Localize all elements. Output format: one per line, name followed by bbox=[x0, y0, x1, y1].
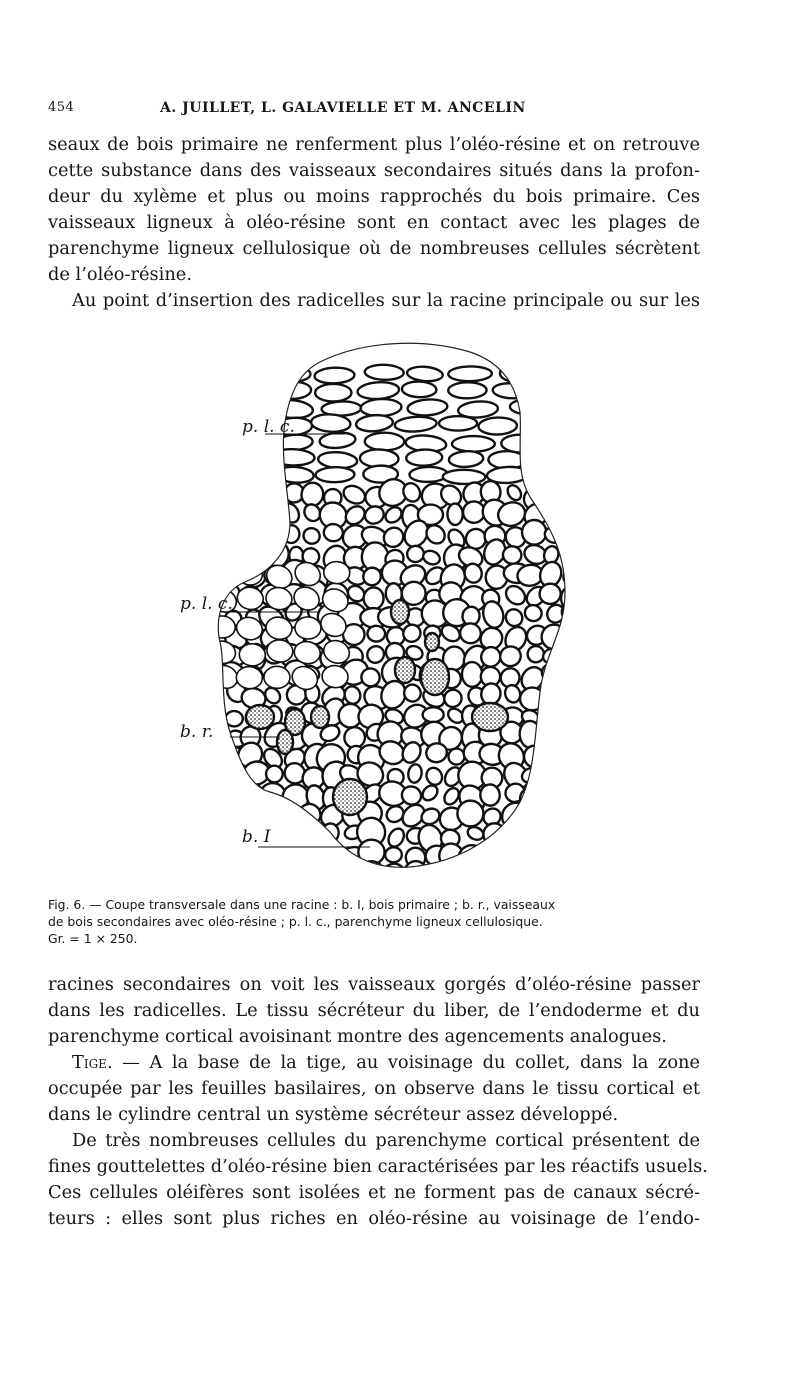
resin-vessel-cell bbox=[391, 600, 409, 624]
tissue-cell bbox=[341, 861, 365, 882]
tissue-cell bbox=[541, 801, 570, 830]
label-bi: b. I bbox=[242, 827, 271, 847]
tissue-cell bbox=[394, 416, 437, 433]
tissue-cell bbox=[478, 417, 517, 435]
tissue-cell bbox=[204, 825, 229, 849]
tissue-cell bbox=[538, 759, 563, 786]
tissue-cell bbox=[452, 436, 495, 452]
tissue-cell bbox=[554, 736, 589, 770]
tissue-cell bbox=[515, 857, 553, 882]
tige-line-rest: — A la base de la tige, au voisinage du collet, dans la zone bbox=[112, 1052, 700, 1073]
tissue-cell bbox=[523, 806, 545, 831]
tissue-cell bbox=[275, 381, 311, 399]
tissue-cell bbox=[407, 398, 448, 417]
tissue-cell bbox=[377, 859, 410, 882]
text-line: Ces cellules oléifères sont isolées et ne forment pas de canaux sécré- bbox=[48, 1182, 700, 1203]
tissue-cell bbox=[385, 826, 406, 849]
tissue-cell bbox=[364, 643, 387, 667]
tissue-cell bbox=[510, 399, 545, 415]
tissue-cell bbox=[365, 364, 404, 380]
tissue-cell bbox=[542, 859, 568, 882]
tissue-cell bbox=[407, 763, 423, 783]
tissue-cell bbox=[448, 366, 492, 381]
tissue-cell bbox=[355, 414, 393, 433]
tissue-cell bbox=[564, 478, 590, 506]
tissue-cell bbox=[203, 563, 228, 583]
tissue-cell bbox=[536, 720, 569, 753]
tissue-cell bbox=[201, 545, 223, 565]
tissue-cell bbox=[407, 366, 444, 383]
tissue-cell bbox=[297, 841, 326, 870]
tissue-cell bbox=[532, 839, 569, 876]
tissue-cell bbox=[542, 819, 572, 850]
tissue-cell bbox=[315, 384, 351, 402]
text-line: cette substance dans des vaisseaux secondaires situés dans la profon- bbox=[48, 160, 700, 181]
tissue-cell bbox=[559, 522, 584, 545]
tissue-cell bbox=[447, 503, 462, 525]
tissue-cell bbox=[242, 479, 271, 509]
resin-vessel-cell bbox=[395, 657, 415, 683]
tissue-cell bbox=[199, 665, 221, 682]
tissue-cell bbox=[241, 542, 264, 569]
tissue-cell bbox=[496, 866, 524, 882]
tissue-cell bbox=[443, 470, 486, 484]
tissue-cell bbox=[557, 821, 590, 854]
label-plc-mid: p. l. c. bbox=[180, 594, 233, 614]
tissue-cell bbox=[259, 844, 287, 872]
tissue-cell bbox=[483, 867, 507, 882]
tissue-cell bbox=[314, 367, 354, 384]
tissue-cell bbox=[277, 817, 315, 855]
tissue-cell bbox=[459, 863, 485, 882]
label-br: b. r. bbox=[180, 722, 214, 742]
tissue-cell bbox=[258, 856, 293, 882]
tissue-cell bbox=[563, 801, 588, 828]
resin-vessel-cell bbox=[311, 706, 329, 728]
tissue-cell bbox=[559, 723, 588, 754]
text-line: fines gouttelettes d’oléo-résine bien caractérisées par les réactifs usuels. bbox=[48, 1156, 708, 1177]
tissue-cell bbox=[523, 603, 544, 623]
text-line: dans les radicelles. Le tissu sécréteur du liber, de l’endoderme et du bbox=[48, 1000, 700, 1021]
resin-vessel-cell bbox=[277, 730, 293, 754]
figure-root-cross-section bbox=[170, 322, 590, 882]
tissue-cell bbox=[316, 467, 355, 483]
tissue-cell bbox=[544, 682, 566, 705]
tissue-cell bbox=[223, 785, 241, 803]
tissue-cell bbox=[539, 583, 561, 605]
tissue-cell bbox=[205, 506, 224, 522]
tissue-cell bbox=[199, 842, 223, 864]
resin-vessel-cell bbox=[425, 633, 439, 651]
tissue-cell bbox=[218, 480, 244, 506]
tissue-cell bbox=[561, 765, 581, 786]
text-line: seaux de bois primaire ne renferment plus l’oléo-résine et on retrouve bbox=[48, 134, 700, 155]
tissue-cell bbox=[275, 367, 310, 382]
tissue-cell bbox=[197, 475, 235, 514]
tissue-cell bbox=[225, 563, 246, 583]
tissue-cell bbox=[264, 484, 289, 509]
tissue-cell bbox=[522, 818, 546, 847]
tissue-cell bbox=[565, 704, 588, 726]
tissue-cell bbox=[276, 466, 314, 484]
tissue-cell bbox=[204, 807, 225, 823]
tissue-cell bbox=[242, 782, 265, 809]
running-header bbox=[48, 96, 748, 120]
tissue-cell bbox=[557, 502, 585, 528]
tissue-cell bbox=[505, 483, 524, 503]
tissue-cell bbox=[456, 799, 485, 827]
resin-vessel-cell bbox=[421, 659, 449, 695]
caption-line: Fig. 6. — Coupe transversale dans une racine : b. I, bois primaire ; b. r., vaisseaux bbox=[48, 897, 556, 912]
tissue-cell bbox=[420, 866, 448, 882]
tissue-cell bbox=[501, 801, 532, 832]
tissue-cell bbox=[323, 862, 349, 882]
tissue-cell bbox=[502, 545, 523, 565]
tissue-cell bbox=[503, 606, 526, 629]
cell-tissue-drawing bbox=[170, 322, 590, 882]
tige-heading: Tige. bbox=[72, 1052, 113, 1073]
tissue-cell bbox=[517, 842, 543, 865]
tissue-cell bbox=[271, 449, 315, 466]
tissue-cell bbox=[264, 666, 290, 688]
tissue-cell bbox=[561, 642, 584, 664]
tissue-cell bbox=[280, 865, 305, 882]
text-line: vaisseaux ligneux à oléo-résine sont en contact avec les plages de bbox=[48, 212, 700, 233]
tissue-cell bbox=[207, 560, 236, 586]
tissue-cell bbox=[357, 381, 400, 400]
tissue-cell bbox=[522, 520, 547, 545]
tissue-cell bbox=[200, 690, 220, 708]
tissue-cell bbox=[342, 684, 362, 706]
caption-line: de bois secondaires avec oléo-résine ; p. l. c., parenchyme ligneux cellulosique. bbox=[48, 914, 543, 929]
text-line: Au point d’insertion des radicelles sur la racine principale ou sur les bbox=[72, 290, 700, 311]
tissue-cell bbox=[219, 505, 243, 529]
tissue-cell bbox=[283, 525, 300, 544]
label-plc-top: p. l. c. bbox=[242, 417, 295, 437]
text-line: teurs : elles sont plus riches en oléo-résine au voisinage de l’endo- bbox=[48, 1208, 700, 1229]
tissue-cell bbox=[544, 487, 567, 510]
tissue-cell bbox=[267, 530, 284, 546]
tissue-cell bbox=[402, 381, 437, 398]
running-head: A. JUILLET, L. GALAVIELLE ET M. ANCELIN bbox=[160, 100, 526, 116]
page-number: 454 bbox=[48, 100, 75, 115]
tissue-cell bbox=[542, 746, 563, 767]
resin-vessel-cell bbox=[472, 703, 508, 731]
tissue-cell bbox=[409, 467, 447, 483]
tissue-cell bbox=[462, 662, 483, 687]
text-line: De très nombreuses cellules du parenchyme cortical présentent de bbox=[72, 1130, 700, 1151]
tissue-cell bbox=[520, 687, 545, 711]
tissue-cell bbox=[218, 762, 242, 786]
tissue-cell bbox=[565, 686, 581, 705]
resin-vessel-cell bbox=[246, 705, 274, 729]
tissue-cell bbox=[280, 842, 305, 868]
tissue-cell bbox=[557, 838, 589, 870]
tissue-cell bbox=[365, 433, 404, 451]
tissue-cell bbox=[423, 707, 444, 722]
tissue-cell bbox=[323, 523, 344, 542]
tissue-cell bbox=[258, 804, 282, 828]
tissue-cell bbox=[239, 503, 262, 526]
text-line: deur du xylème et plus ou moins rapprochés du bois primaire. Ces bbox=[48, 186, 700, 207]
tissue-cell bbox=[303, 865, 321, 882]
tissue-cell bbox=[307, 824, 325, 846]
tissue-cell bbox=[541, 624, 567, 650]
tissue-cell bbox=[566, 787, 588, 808]
tissue-cell bbox=[448, 450, 483, 467]
tissue-cell bbox=[500, 364, 536, 382]
tissue-cell bbox=[480, 839, 508, 866]
tissue-cell bbox=[540, 783, 566, 804]
tissue-cell bbox=[479, 784, 501, 807]
tissue-cell bbox=[196, 517, 227, 547]
text-line: racines secondaires on voit les vaisseaux gorgés d’oléo-résine passer bbox=[48, 974, 700, 995]
tissue-cell bbox=[496, 839, 527, 872]
tissue-cell bbox=[446, 864, 467, 882]
tissue-cell bbox=[448, 748, 465, 765]
text-line-tige bbox=[48, 1050, 700, 1076]
tissue-cell bbox=[238, 525, 267, 551]
text-line: dans le cylindre central un système sécréteur assez développé. bbox=[48, 1104, 619, 1125]
text-line: de l’oléo-résine. bbox=[48, 264, 192, 285]
tissue-cell bbox=[406, 449, 443, 466]
tissue-cell bbox=[448, 382, 487, 398]
tissue-cell bbox=[217, 540, 246, 565]
tissue-cell bbox=[260, 501, 288, 530]
resin-vessel-cell bbox=[333, 779, 367, 815]
tissue-cell bbox=[557, 862, 582, 882]
tissue-cell bbox=[424, 765, 445, 787]
tissue-cell bbox=[558, 623, 583, 643]
tissue-cell bbox=[240, 869, 261, 882]
caption-line: Gr. = 1 × 250. bbox=[48, 931, 138, 946]
text-line: parenchyme ligneux cellulosique où de nombreuses cellules sécrètent bbox=[48, 238, 700, 259]
tissue-cell bbox=[541, 663, 563, 682]
tissue-cell bbox=[295, 617, 322, 640]
tissue-cell bbox=[563, 549, 581, 568]
tissue-cell bbox=[301, 526, 322, 546]
tissue-cell bbox=[197, 861, 225, 882]
tissue-cell bbox=[360, 398, 402, 417]
tissue-cell bbox=[367, 626, 385, 642]
tissue-cell bbox=[197, 780, 224, 805]
tissue-cell bbox=[341, 482, 368, 506]
tissue-cell bbox=[385, 847, 402, 862]
tissue-cell bbox=[439, 416, 477, 431]
tissue-cell bbox=[222, 807, 241, 827]
tissue-cell bbox=[561, 666, 584, 689]
tissue-cell bbox=[217, 858, 252, 882]
tissue-cell bbox=[220, 527, 244, 551]
tissue-cell bbox=[482, 822, 506, 847]
tissue-cell bbox=[519, 720, 542, 748]
tissue-cell bbox=[208, 766, 224, 786]
text-line: parenchyme cortical avoisinant montre des agencements analogues. bbox=[48, 1026, 667, 1047]
tissue-cell bbox=[363, 587, 384, 609]
tissue-cell bbox=[218, 839, 245, 866]
tissue-cell bbox=[459, 623, 481, 644]
tissue-cell bbox=[546, 711, 565, 727]
tissue-cell bbox=[201, 743, 220, 762]
text-line: occupée par les feuilles basilaires, on observe dans le tissu cortical et bbox=[48, 1078, 700, 1099]
